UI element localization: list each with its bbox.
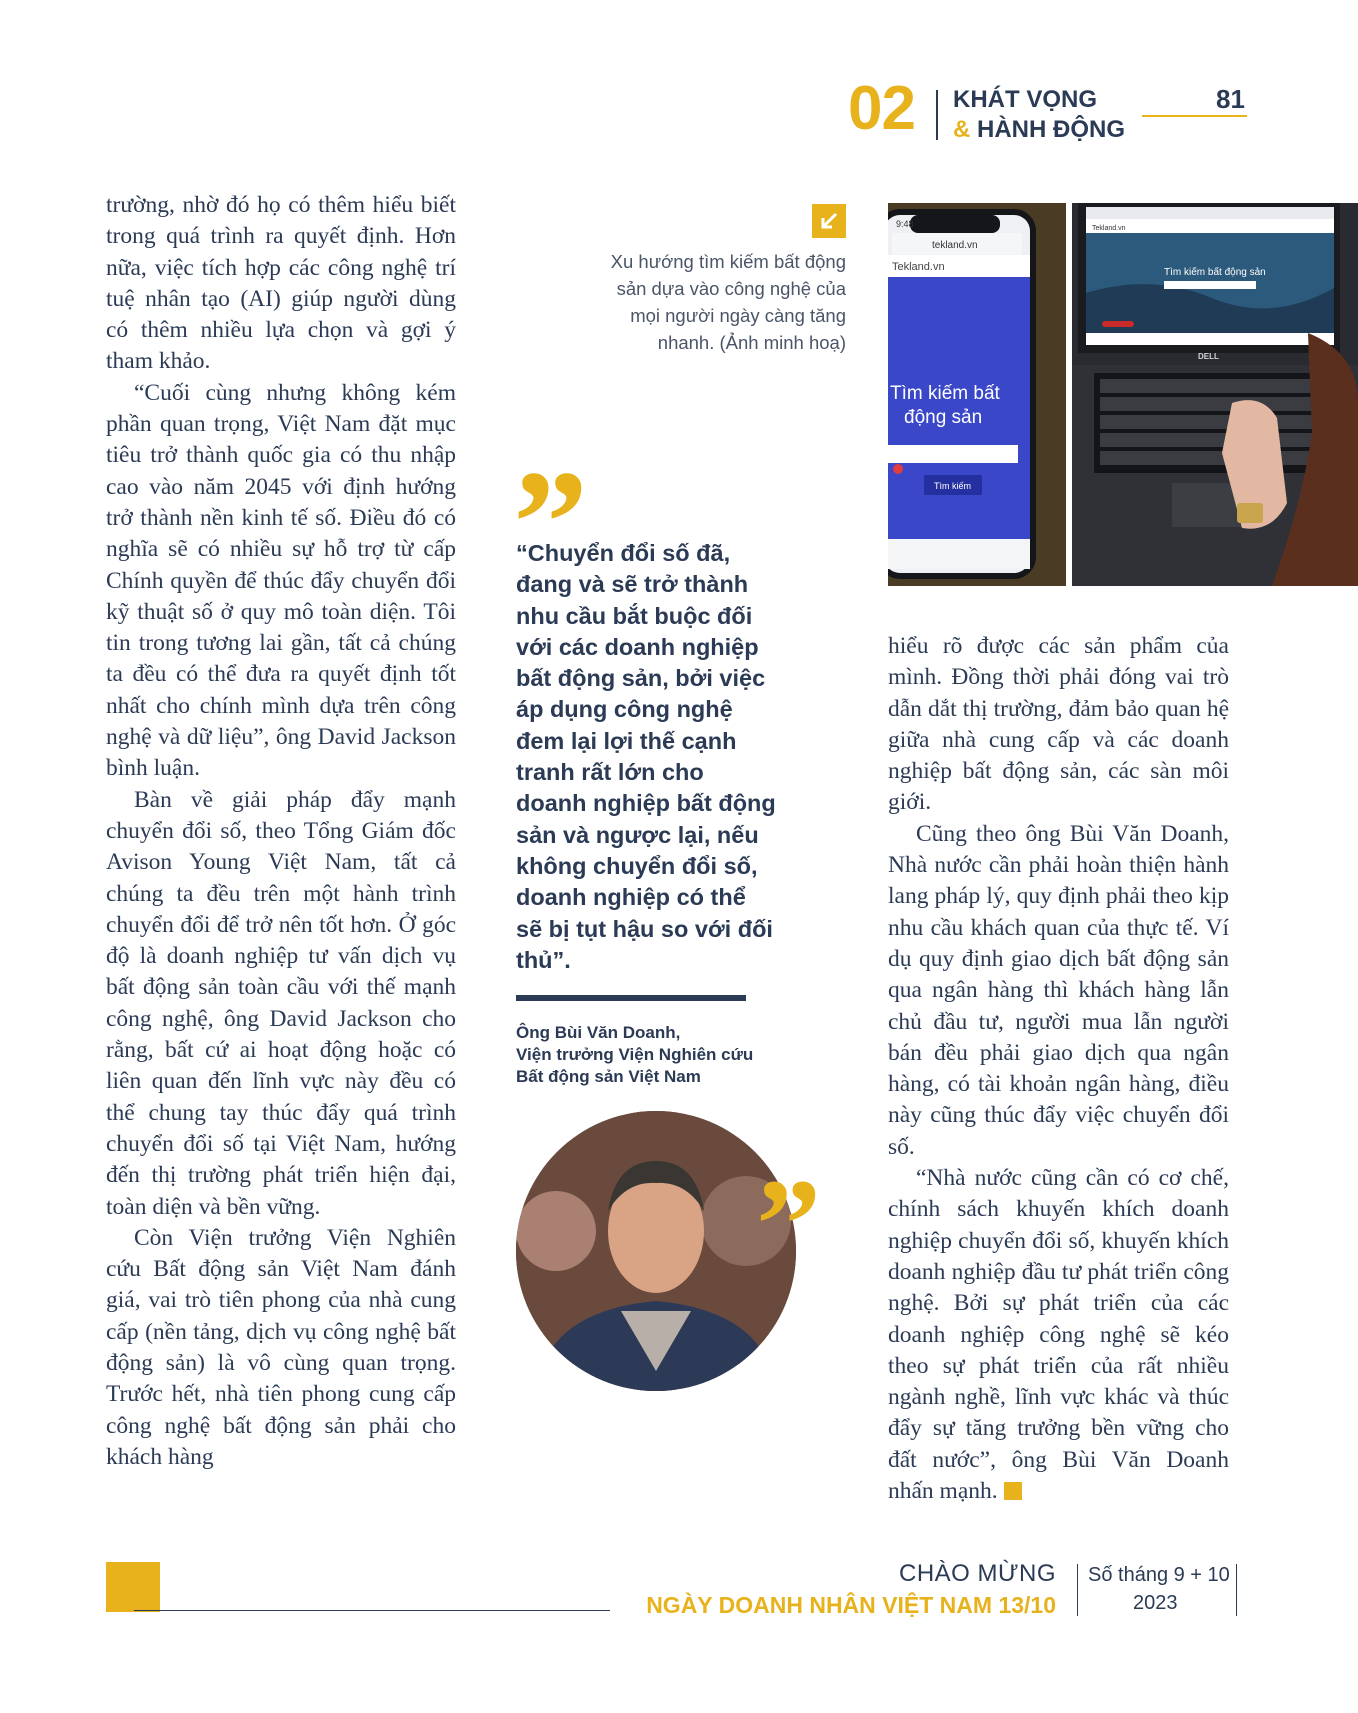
laptop-site-name: Tekland.vn [1092,225,1126,232]
quote-mark-icon [513,448,588,528]
paragraph: Bàn về giải pháp đẩy mạnh chuyển đổi số, theo Tổng Giám đốc Avison Young Việt Nam, tất cả chúng ta đều trên một hành trình chuyển đổi để trở nên tốt hơn. Ở góc độ là doanh nghiệp tư vấn dịch vụ bất động sản toàn cầu với thế mạnh công nghệ, ông David Jackson cho rằng, bất cứ ai hoạt động hoặc có liên quan đến lĩnh vực này đều có thể chung tay thúc đẩy quá trình chuyển đổi số tại Việt Nam, hướng đến thị trường phát triển hiện đại, toàn diện và bền vững. [106,786,456,1220]
paragraph-text: “Nhà nước cũng cần có cơ chế, chính sách khuyến khích doanh nghiệp chuyển đổi số, khuyến khích doanh nghiệp đầu tư phát triển công nghệ. Bởi sự phát triển của các doanh nghiệp công nghệ sẽ kéo theo sự phát triển của rất nhiều ngành nghề, lĩnh vực khác và thúc đẩy sự tăng trưởng bền vững cho đất nước”, ông Bùi Văn Doanh nhấn mạnh. [888,1165,1229,1505]
paragraph: “Cuối cùng nhưng không kém phần quan trọng, Việt Nam đặt mục tiêu trở thành quốc gia có thu nhập cao vào năm 2045 với định hướng trở thành nền kinh tế số. Điều đó có nghĩa sẽ có nhiều sự hỗ trợ từ cấp Chính quyền để thúc đẩy chuyển đổi kỹ thuật số ở quy mô toàn diện. Tôi tin trong tương lai gần, tất cả chúng ta đều có thể đưa ra quyết định tốt nhất cho chính mình dựa trên công nghệ và dữ liệu”, ông David Jackson bình luận. [106,379,456,782]
footer-title-line1: CHÀO MỪNG [899,1560,1056,1587]
author-portrait [516,1111,796,1391]
quote-mark-icon [756,1160,821,1230]
footer-accent-square [106,1562,160,1612]
footer-title-line2: NGÀY DOANH NHÂN VIỆT NAM 13/10 [646,1592,1056,1618]
phone-photo [888,203,1066,586]
phone-time: 9:48 [896,219,914,229]
quote-author [516,1022,806,1088]
quote-rule [516,995,746,1001]
paragraph: trường, nhờ đó họ có thêm hiểu biết trong quá trình ra quyết định. Hơn nữa, việc tích hợp các công nghệ trí tuệ nhân tạo (AI) giúp người dùng có thêm nhiều lựa chọn và gợi ý tham khảo. [106,192,456,375]
paragraph: Cũng theo ông Bùi Văn Doanh, Nhà nước cần phải hoàn thiện hành lang pháp lý, quy định phải theo kịp nhu cầu khách quan của thực tế. Ví dụ quy định giao dịch bất động sản qua ngân hàng thì khách hàng lẫn chủ đầu tư, người mua lẫn người bán đều phải giao dịch qua ngân hàng, có tài khoản ngân hàng, điều này cũng thúc đẩy việc chuyển đổi số. [888,820,1229,1160]
phone-site-name: Tekland.vn [892,261,945,273]
article-column-right [888,631,1229,1507]
paragraph: hiểu rõ được các sản phẩm của mình. Đồng thời phải đóng vai trò dẫn dắt thị trường, đảm bảo quan hệ giữa nhà cung cấp và các doanh nghiệp bất động sản, các sàn môi giới. [888,633,1229,816]
section-number: 02 [848,74,915,143]
author-title-line2: Bất động sản Việt Nam [516,1067,701,1086]
section-title-line1: KHÁT VỌNG [953,86,1097,113]
laptop-brand: DELL [1198,352,1219,361]
author-title-line1: Viện trưởng Viện Nghiên cứu [516,1045,754,1064]
issue-year: 2023 [1133,1592,1178,1614]
article-column-left [106,190,456,1473]
footer-divider [1077,1564,1078,1616]
footer-divider [1236,1564,1237,1616]
pull-quote: “Chuyển đổi số đã, đang và sẽ trở thành nhu cầu bắt buộc đối với các doanh nghiệp bất động sản, bởi việc áp dụng công nghệ đem lại lợi thế cạnh tranh rất lớn cho doanh nghiệp bất động sản và ngược lại, nếu không chuyển đổi số, doanh nghiệp có thể sẽ bị tụt hậu so với đối thủ”. [516,540,776,973]
issue-label: Số tháng 9 + 10 [1088,1564,1230,1586]
laptop-photo [1072,203,1358,586]
phone-search-button: Tìm kiếm [934,481,971,491]
arrow-down-left-icon [812,204,846,238]
paragraph [888,1163,1229,1507]
section-title-line2 [953,116,1125,144]
phone-heading-line1: Tìm kiếm bất [890,383,1000,404]
phone-url: tekland.vn [932,240,978,251]
section-title-line2-text: HÀNH ĐỘNG [977,116,1126,143]
header-rule [1142,115,1247,117]
section-title-ampersand: & [953,116,971,143]
end-mark-icon [1004,1482,1022,1500]
photo-caption: Xu hướng tìm kiếm bất động sản dựa vào công nghệ của mọi người ngày càng tăng nhanh. (Ảnh minh hoạ) [610,251,846,353]
author-name: Ông Bùi Văn Doanh, [516,1023,681,1042]
phone-heading-line2: động sản [904,407,983,428]
laptop-heading: Tìm kiếm bất động sản [1164,267,1266,278]
footer-rule [134,1610,610,1611]
paragraph: Còn Viện trưởng Viện Nghiên cứu Bất động sản Việt Nam đánh giá, vai trò tiên phong của nhà cung cấp (nền tảng, dịch vụ công nghệ bất động sản) là vô cùng quan trọng. Trước hết, nhà tiên phong cung cấp công nghệ bất động sản phải cho khách hàng [106,1224,456,1470]
section-divider [936,90,938,140]
page-number: 81 [1216,84,1245,114]
